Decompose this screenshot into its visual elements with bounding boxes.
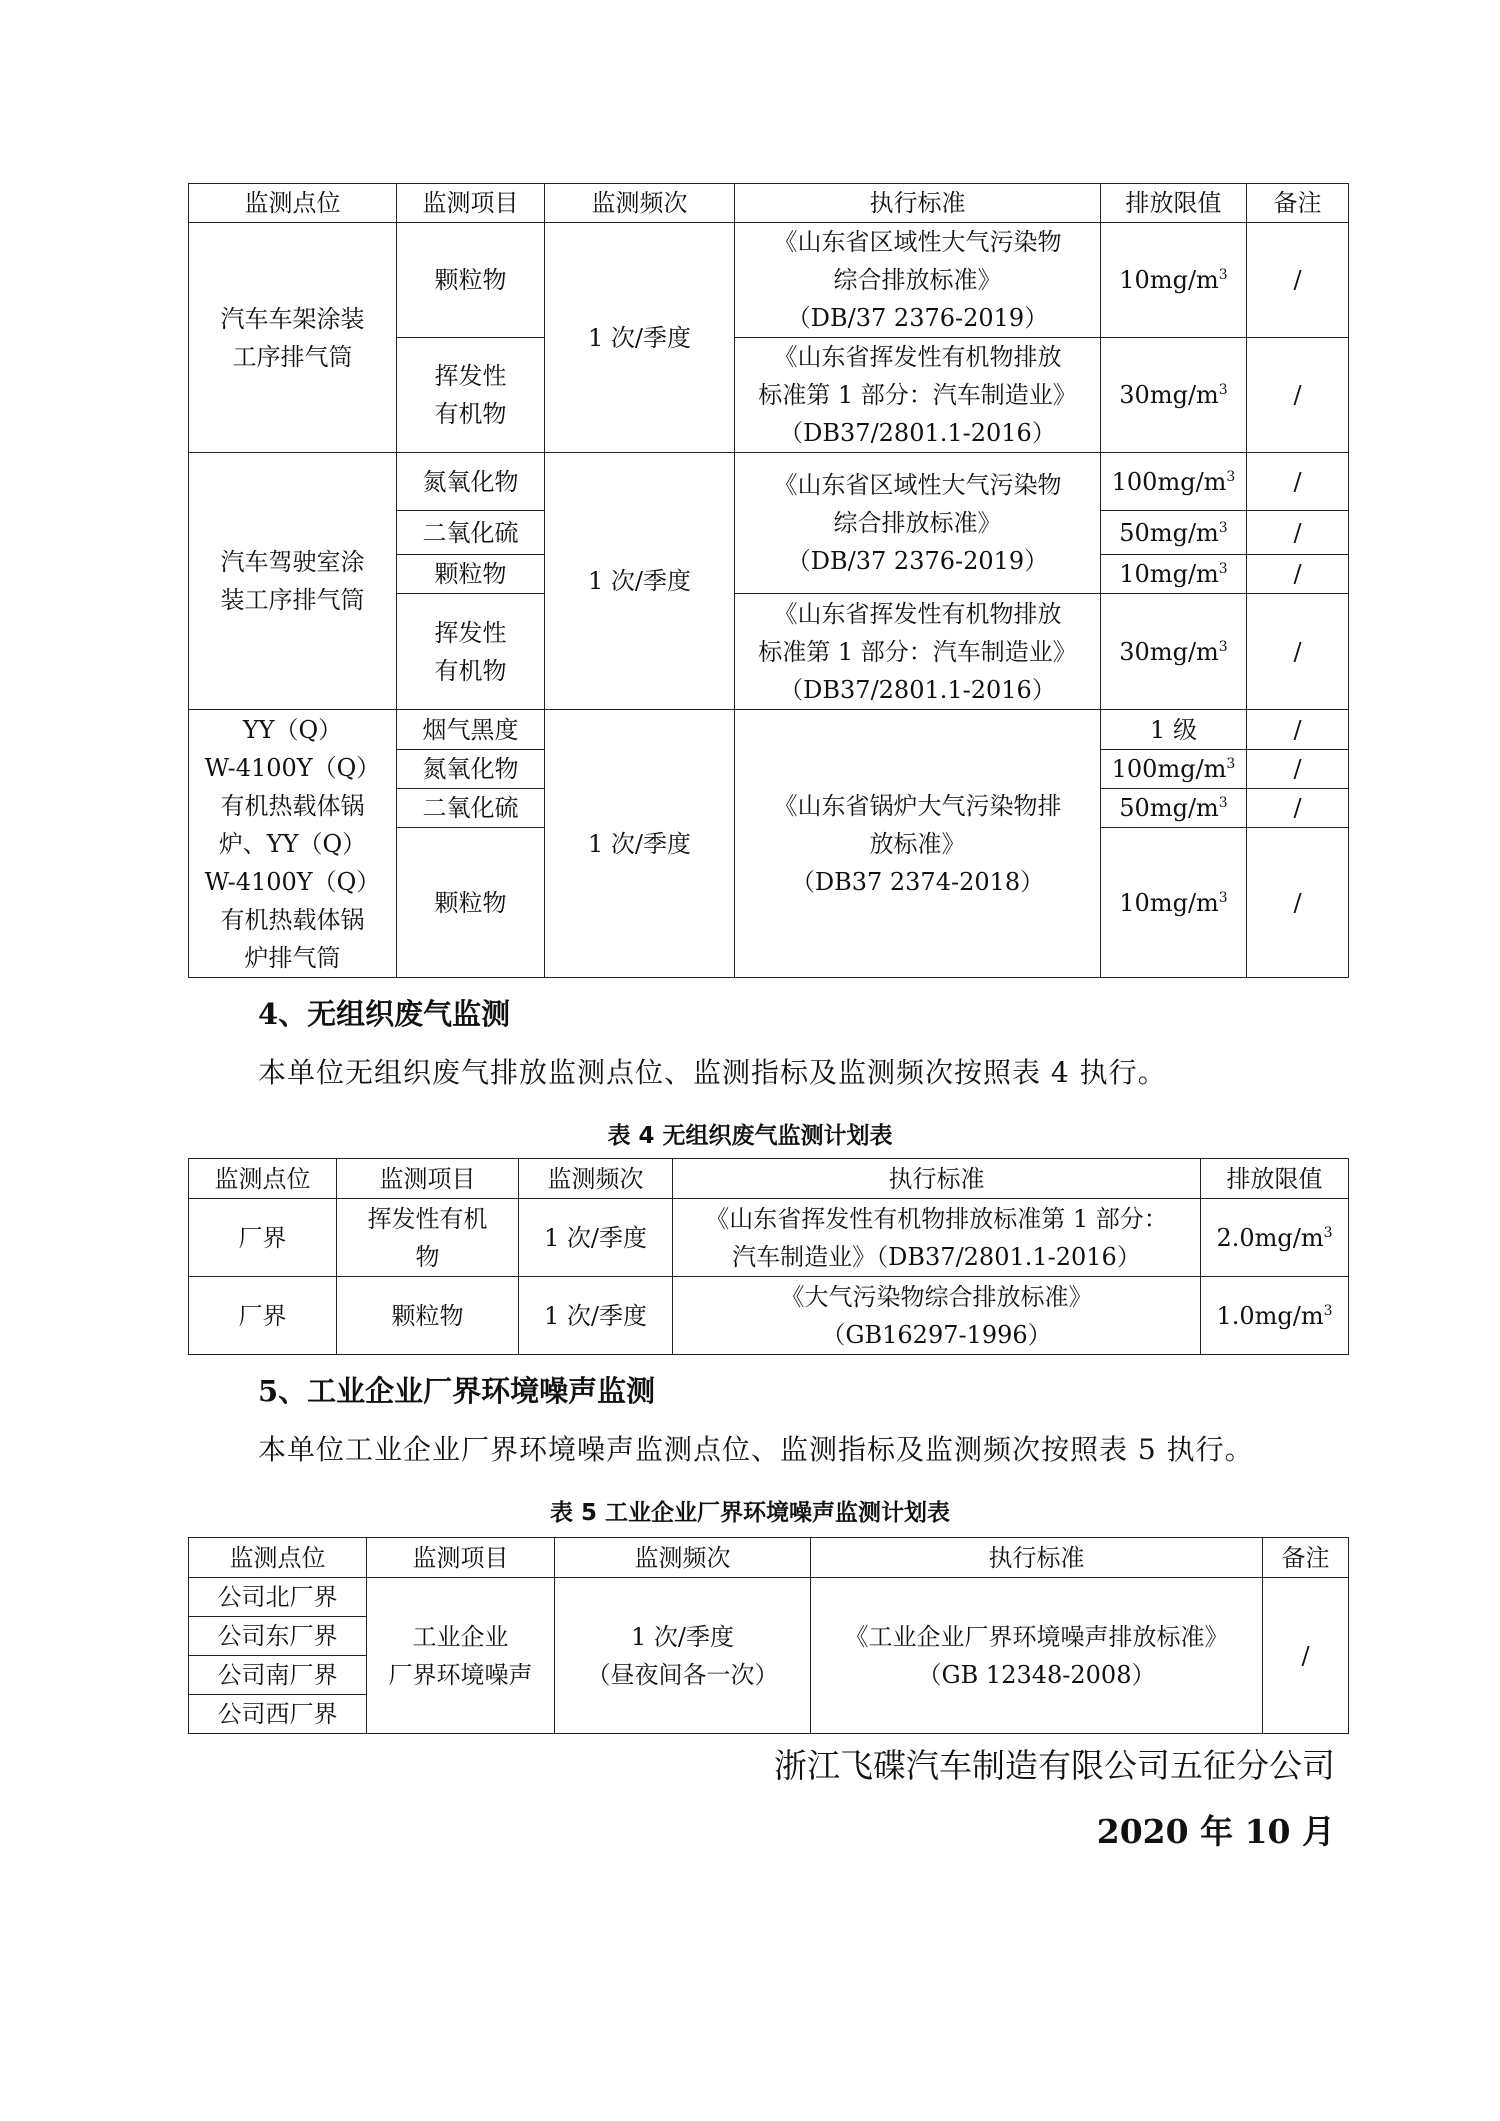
location-cell: 厂界 [189,1199,337,1277]
section-4-heading: 4、无组织废气监测 [258,997,511,1031]
frequency-cell: 1 次/季度 [545,223,735,453]
item-cell: 颗粒物 [397,828,545,978]
limit-cell: $10mg/m^3$ [1101,828,1247,978]
header-limit: 排放限值 [1201,1159,1349,1199]
location-cell: 汽车驾驶室涂 装工序排气筒 [189,453,397,710]
table-row [189,453,1349,511]
header-frequency: 监测频次 [545,184,735,223]
standard-cell: 《山东省锅炉大气污染物排 放标准》 （DB37 2374-2018） [735,710,1101,978]
location-cell: 公司北厂界 [189,1578,367,1617]
table-row [189,223,1349,338]
limit-cell: 1 级 [1101,710,1247,750]
note-cell: / [1263,1578,1349,1734]
header-location: 监测点位 [189,1159,337,1199]
emission-monitoring-table [188,183,1349,978]
item-cell: 氮氧化物 [397,453,545,511]
standard-cell: 《大气污染物综合排放标准》 （GB16297-1996） [673,1277,1201,1355]
note-cell: / [1247,223,1349,338]
header-frequency: 监测频次 [519,1159,673,1199]
item-cell: 烟气黑度 [397,710,545,750]
limit-cell: $30mg/m^3$ [1101,594,1247,710]
signature-date: 2020 年 10 月 [1096,1812,1335,1851]
location-cell: 公司南厂界 [189,1656,367,1695]
header-standard: 执行标准 [673,1159,1201,1199]
standard-cell: 《工业企业厂界环境噪声排放标准》 （GB 12348-2008） [811,1578,1263,1734]
limit-cell: $10mg/m^3$ [1101,555,1247,594]
location-cell: YY（Q） W-4100Y（Q） 有机热载体锅 炉、YY（Q） W-4100Y（Q） 有机热载体锅 炉排气筒 [189,710,397,978]
item-cell: 二氧化硫 [397,789,545,828]
header-note: 备注 [1263,1538,1349,1578]
header-item: 监测项目 [337,1159,519,1199]
table-header-row [189,1159,1349,1199]
header-item: 监测项目 [397,184,545,223]
table-5-caption: 表 5 工业企业厂界环境噪声监测计划表 [549,1500,951,1526]
standard-cell: 《山东省挥发性有机物排放 标准第 1 部分：汽车制造业》 （DB37/2801.1-2016） [735,338,1101,453]
note-cell: / [1247,710,1349,750]
standard-cell: 《山东省挥发性有机物排放 标准第 1 部分：汽车制造业》 （DB37/2801.1-2016） [735,594,1101,710]
header-location: 监测点位 [189,1538,367,1578]
frequency-cell: 1 次/季度 [519,1277,673,1355]
limit-cell: $2.0mg/m^3$ [1201,1199,1349,1277]
header-standard: 执行标准 [811,1538,1263,1578]
fugitive-emission-table [188,1158,1349,1355]
limit-cell: $30mg/m^3$ [1101,338,1247,453]
item-cell: 颗粒物 [397,223,545,338]
table-header-row [189,1538,1349,1578]
section-5-paragraph: 本单位工业企业厂界环境噪声监测点位、监测指标及监测频次按照表 5 执行。 [258,1433,1254,1466]
location-cell: 公司西厂界 [189,1695,367,1734]
section-5-heading: 5、工业企业厂界环境噪声监测 [258,1374,656,1408]
note-cell: / [1247,750,1349,789]
item-cell: 挥发性 有机物 [397,338,545,453]
header-frequency: 监测频次 [555,1538,811,1578]
header-limit: 排放限值 [1101,184,1247,223]
item-cell: 氮氧化物 [397,750,545,789]
header-item: 监测项目 [367,1538,555,1578]
frequency-cell: 1 次/季度 [545,710,735,978]
frequency-cell: 1 次/季度 [545,453,735,710]
limit-cell: $10mg/m^3$ [1101,223,1247,338]
note-cell: / [1247,453,1349,511]
location-cell: 汽车车架涂装 工序排气筒 [189,223,397,453]
header-note: 备注 [1247,184,1349,223]
table-row [189,1578,1349,1617]
item-cell: 颗粒物 [337,1277,519,1355]
item-cell: 工业企业 厂界环境噪声 [367,1578,555,1734]
note-cell: / [1247,338,1349,453]
company-signature: 浙江飞碟汽车制造有限公司五征分公司 [774,1746,1335,1785]
note-cell: / [1247,555,1349,594]
frequency-cell: 1 次/季度 [519,1199,673,1277]
location-cell: 公司东厂界 [189,1617,367,1656]
table-row [189,1277,1349,1355]
item-cell: 挥发性有机 物 [337,1199,519,1277]
table-header-row [189,184,1349,223]
note-cell: / [1247,789,1349,828]
frequency-cell: 1 次/季度 （昼夜间各一次） [555,1578,811,1734]
table-row [189,710,1349,750]
note-cell: / [1247,828,1349,978]
item-cell: 二氧化硫 [397,511,545,555]
limit-cell: $100mg/m^3$ [1101,453,1247,511]
limit-cell: $100mg/m^3$ [1101,750,1247,789]
limit-cell: $50mg/m^3$ [1101,511,1247,555]
limit-cell: $1.0mg/m^3$ [1201,1277,1349,1355]
header-location: 监测点位 [189,184,397,223]
location-cell: 厂界 [189,1277,337,1355]
limit-cell: $50mg/m^3$ [1101,789,1247,828]
note-cell: / [1247,594,1349,710]
section-4-paragraph: 本单位无组织废气排放监测点位、监测指标及监测频次按照表 4 执行。 [258,1056,1167,1089]
table-row [189,1199,1349,1277]
header-standard: 执行标准 [735,184,1101,223]
noise-monitoring-table [188,1537,1349,1734]
standard-cell: 《山东省区域性大气污染物 综合排放标准》 （DB/37 2376-2019） [735,453,1101,594]
table-4-caption: 表 4 无组织废气监测计划表 [607,1123,893,1149]
item-cell: 挥发性 有机物 [397,594,545,710]
note-cell: / [1247,511,1349,555]
item-cell: 颗粒物 [397,555,545,594]
standard-cell: 《山东省挥发性有机物排放标准第 1 部分： 汽车制造业》（DB37/2801.1-2016） [673,1199,1201,1277]
standard-cell: 《山东省区域性大气污染物 综合排放标准》 （DB/37 2376-2019） [735,223,1101,338]
